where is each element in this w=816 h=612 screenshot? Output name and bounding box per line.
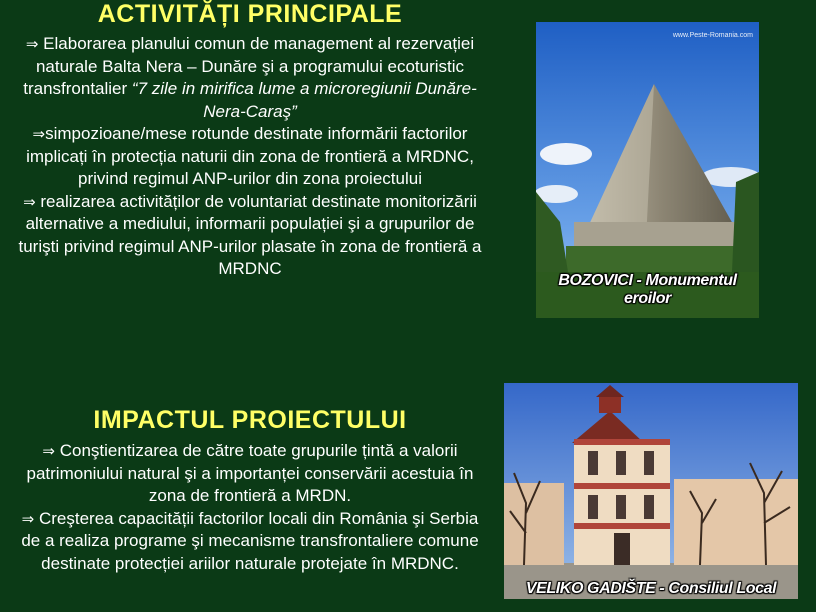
caption-veliko-gradiste: VELIKO GADIŠTE - Consiliul Local bbox=[525, 580, 777, 597]
photo-watermark: www.Peste-Romania.com bbox=[672, 32, 753, 39]
implies-arrow-icon: ⇒ bbox=[21, 509, 35, 528]
impact-item: ⇒ Conştientizarea de către toate grupurile țintă a valorii patrimoniului natural şi a importanței conservării acestuia în zona de frontieră a MRDN. bbox=[26, 441, 474, 505]
activities-text bbox=[10, 33, 490, 281]
implies-arrow-icon: ⇒ bbox=[42, 442, 55, 460]
photo-veliko-gradiste-building bbox=[504, 383, 798, 599]
activity-item: ⇒simpozioane/mese rotunde destinate informării factorilor implicați în protecția naturii din zona de frontieră a MRDNC, privind regimul ANP-urilor din zona proiectului bbox=[26, 124, 474, 188]
impact-text bbox=[10, 440, 490, 575]
photo-bozovici-monument bbox=[536, 22, 759, 318]
implies-arrow-icon: ⇒ bbox=[32, 125, 46, 143]
activity-item: ⇒ Elaborarea planului comun de management al rezervației naturale Balta Nera – Dunăre şi a programului ecoturistic transfrontalier “7 zile in mirifica lume a microregiunii Dunăre- Nera-Caraş” bbox=[23, 34, 477, 121]
activity-item: ⇒ realizarea activităților de voluntariat destinate monitorizării alternative a mediului, informarii populației şi a grupurilor de turişti privind regimul ANP-urilor plasate în zona de frontieră a MRDNC bbox=[18, 191, 482, 278]
implies-arrow-icon: ⇒ bbox=[25, 35, 39, 53]
impact-item: ⇒ Creşterea capacității factorilor locali din România şi Serbia de a realiza programe şi mecanisme transfrontaliere comune destinate protecției ariilor naturale protejate în MRDNC. bbox=[21, 508, 479, 573]
caption-bozovici: BOZOVICI - Monumentul eroilor bbox=[558, 272, 737, 307]
town-hall-illustration bbox=[504, 383, 798, 599]
heading-activitati: ACTIVITĂȚI PRINCIPALE bbox=[97, 0, 403, 28]
heading-impact: IMPACTUL PROIECTULUI bbox=[93, 406, 407, 434]
implies-arrow-icon: ⇒ bbox=[23, 192, 36, 211]
